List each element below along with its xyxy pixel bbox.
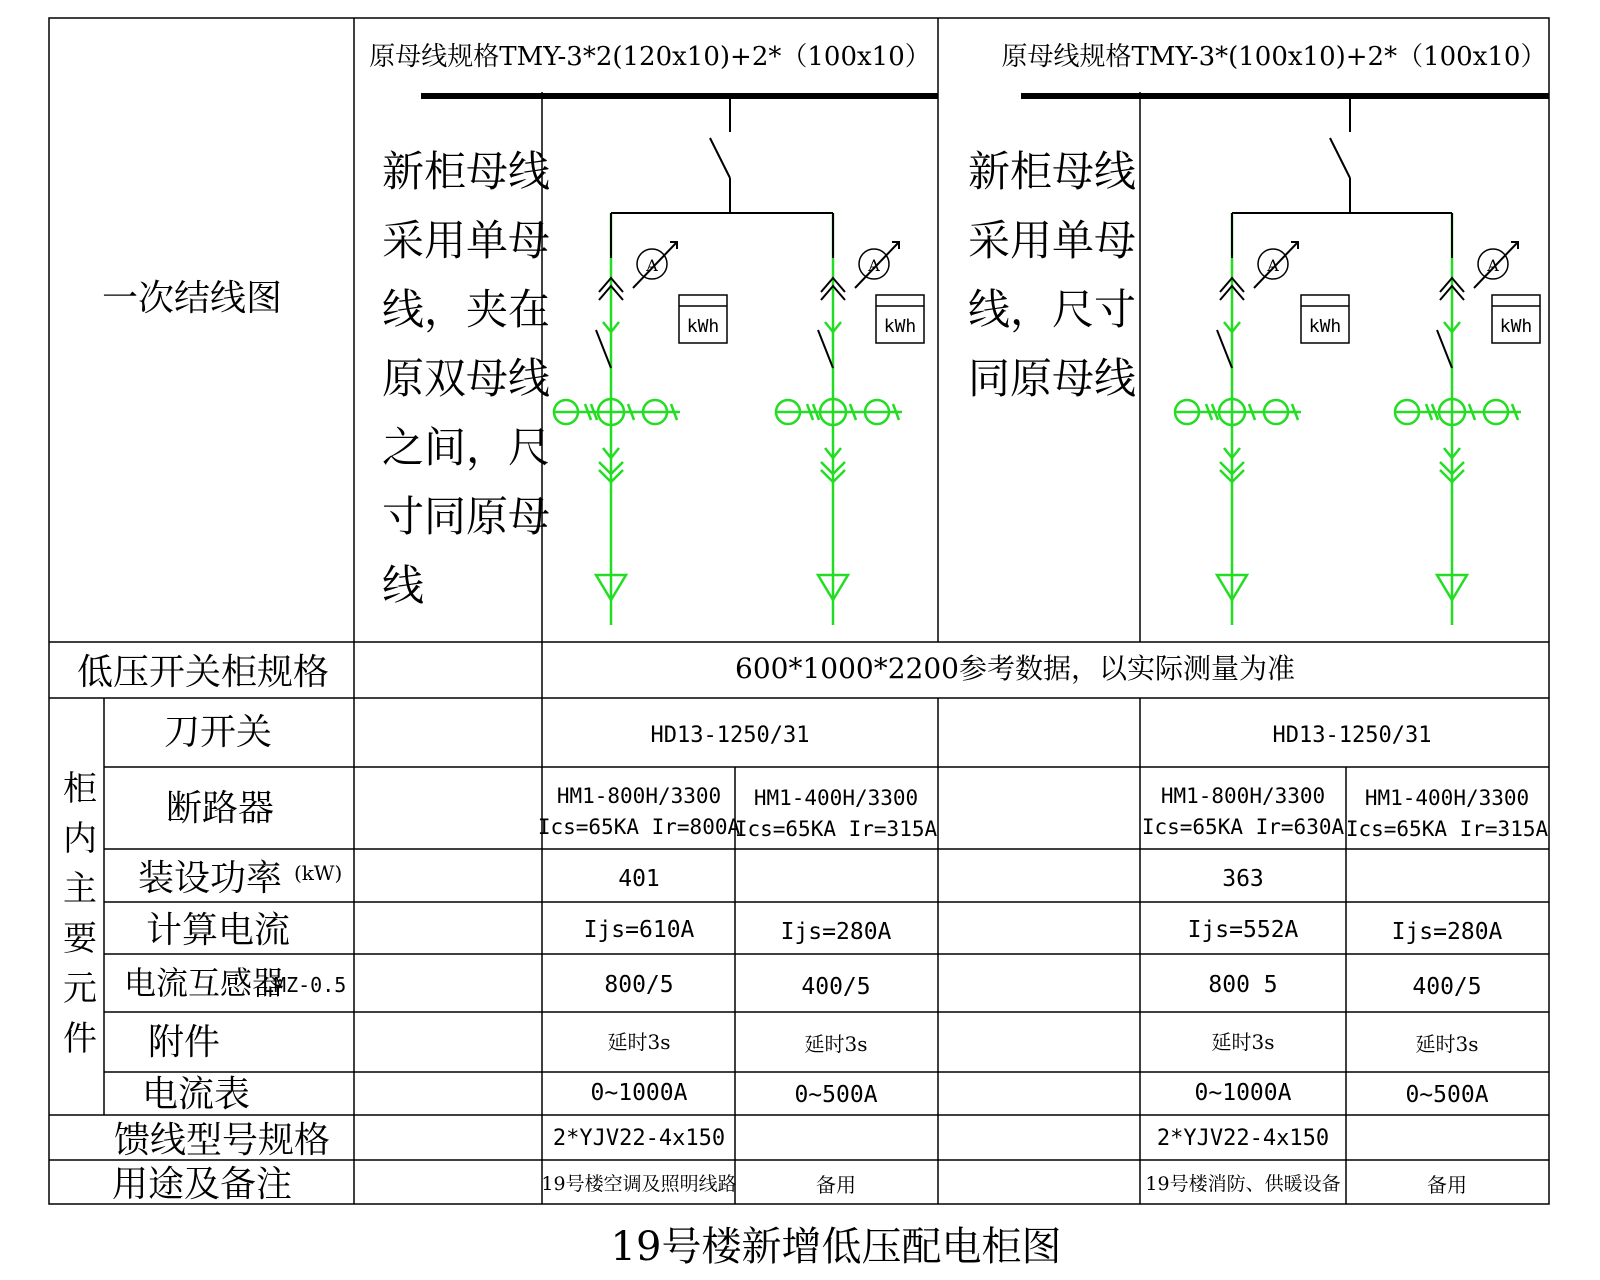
circuit-column-4 [1346,786,1549,1197]
usage-value: 19号楼空调及照明线路 [541,1173,737,1195]
left-bus-spec: 原母线规格TMY-3*2(120x10)+2*（100x10） [369,42,931,72]
ammeter-label: A [868,256,880,275]
note-line: 新柜母线 [968,147,1137,196]
ct-ratio-value: 400/5 [801,974,871,1000]
usage-value: 19号楼消防、供暖设备 [1145,1173,1341,1195]
breaker-blade [1217,330,1232,368]
breaker-blade [596,330,611,368]
ammeter-range-value: 0~500A [1405,1082,1489,1108]
kwh-label: kWh [1499,316,1533,337]
components-group-char: 件 [63,1019,97,1059]
note-line: 采用单母 [968,216,1137,265]
feeder-value: 2*YJV22-4x150 [552,1126,726,1151]
breaker-rating: Ics=65KA Ir=315A [734,817,938,841]
ammeter-range-value: 0~1000A [1194,1080,1292,1106]
breaker-blade [818,330,833,368]
breaker-rating: Ics=65KA Ir=800A [537,815,741,839]
breaker-model: HM1-800H/3300 [556,784,722,808]
drawing-title: 19号楼新增低压配电柜图 [610,1224,1062,1270]
breaker-model: HM1-400H/3300 [753,786,919,810]
kwh-label: kWh [1308,316,1342,337]
note-line: 线，尺寸 [968,285,1137,334]
note-line: 寸同原母 [382,492,551,541]
knife-switch-value: HD13-1250/31 [650,723,810,748]
ammeter-label: A [1487,256,1499,275]
note-line: 线，夹在 [382,285,551,334]
feeder-header: 馈线型号规格 [113,1120,331,1161]
installed-power-header: 装设功率 [138,858,283,899]
calc-current-value: Ijs=552A [1187,917,1299,943]
ct-ratio-value: 400/5 [1412,974,1482,1000]
breaker-model: HM1-400H/3300 [1364,786,1530,810]
usage-header: 用途及备注 [111,1164,293,1205]
installed-power-unit: (kW) [294,861,343,885]
kwh-label: kWh [686,316,720,337]
usage-value: 备用 [816,1173,856,1197]
components-group-header [63,769,97,1059]
usage-value: 备用 [1427,1173,1467,1197]
calc-current-value: Ijs=280A [1391,919,1503,945]
note-line: 采用单母 [382,216,551,265]
knife-switch-header: 刀开关 [163,712,273,753]
installed-power-value: 363 [1222,866,1264,892]
note-line: 原双母线 [382,354,551,403]
note-line: 同原母线 [968,354,1137,403]
circuit-column-2 [735,786,938,1197]
feeder-value: 2*YJV22-4x150 [1156,1126,1330,1151]
cabinet-spec-header: 低压开关柜规格 [76,652,330,693]
calc-current-header: 计算电流 [145,910,291,951]
components-group-char: 要 [63,919,97,959]
accessory-value: 延时3s [1211,1030,1275,1054]
breaker-rating: Ics=65KA Ir=630A [1141,815,1345,839]
note-line: 线 [382,561,425,610]
knife-switch-blade [1330,138,1350,178]
right-bus-spec: 原母线规格TMY-3*(100x10)+2*（100x10） [1001,42,1547,72]
note-line: 之间，尺 [382,423,551,472]
calc-current-value: Ijs=280A [780,919,892,945]
right-section-note [968,147,1136,403]
breaker-model: HM1-800H/3300 [1160,784,1326,808]
circuit-column-3 [1142,784,1345,1195]
primary-diagram-header: 一次结线图 [101,278,283,319]
breaker-rating: Ics=65KA Ir=315A [1345,817,1549,841]
ct-header: 电流互感器 [124,964,285,1002]
cabinet-spec-value: 600*1000*2200参考数据，以实际测量为准 [735,652,1295,685]
components-group-char: 内 [63,819,97,859]
accessory-value: 延时3s [607,1030,671,1054]
breaker-header: 断路器 [165,788,275,829]
ct-model: LMZ-0.5 [262,973,347,997]
ammeter-label: A [1267,256,1279,275]
knife-switch-blade [710,138,730,178]
ammeter-range-value: 0~500A [794,1082,878,1108]
left-section-note [382,147,550,610]
circuit-column-1 [538,784,741,1195]
ammeter-range-value: 0~1000A [590,1080,688,1106]
accessory-value: 延时3s [1415,1032,1479,1056]
ct-ratio-value: 800/5 [604,972,674,998]
knife-switch-value: HD13-1250/31 [1272,723,1432,748]
right-circuit-diagram [1175,96,1540,625]
accessories-header: 附件 [147,1022,221,1063]
components-group-char: 元 [63,969,97,1009]
ct-ratio-value: 800 5 [1208,972,1278,998]
left-circuit-diagram [554,96,924,625]
accessory-value: 延时3s [804,1032,868,1056]
components-group-char: 柜 [63,769,97,809]
calc-current-value: Ijs=610A [583,917,695,943]
table-grid [49,18,1549,1204]
kwh-label: kWh [883,316,917,337]
ammeter-header: 电流表 [141,1074,251,1115]
components-group-char: 主 [63,869,97,909]
breaker-blade [1437,330,1452,368]
ammeter-label: A [646,256,658,275]
note-line: 新柜母线 [382,147,551,196]
installed-power-value: 401 [618,866,660,892]
